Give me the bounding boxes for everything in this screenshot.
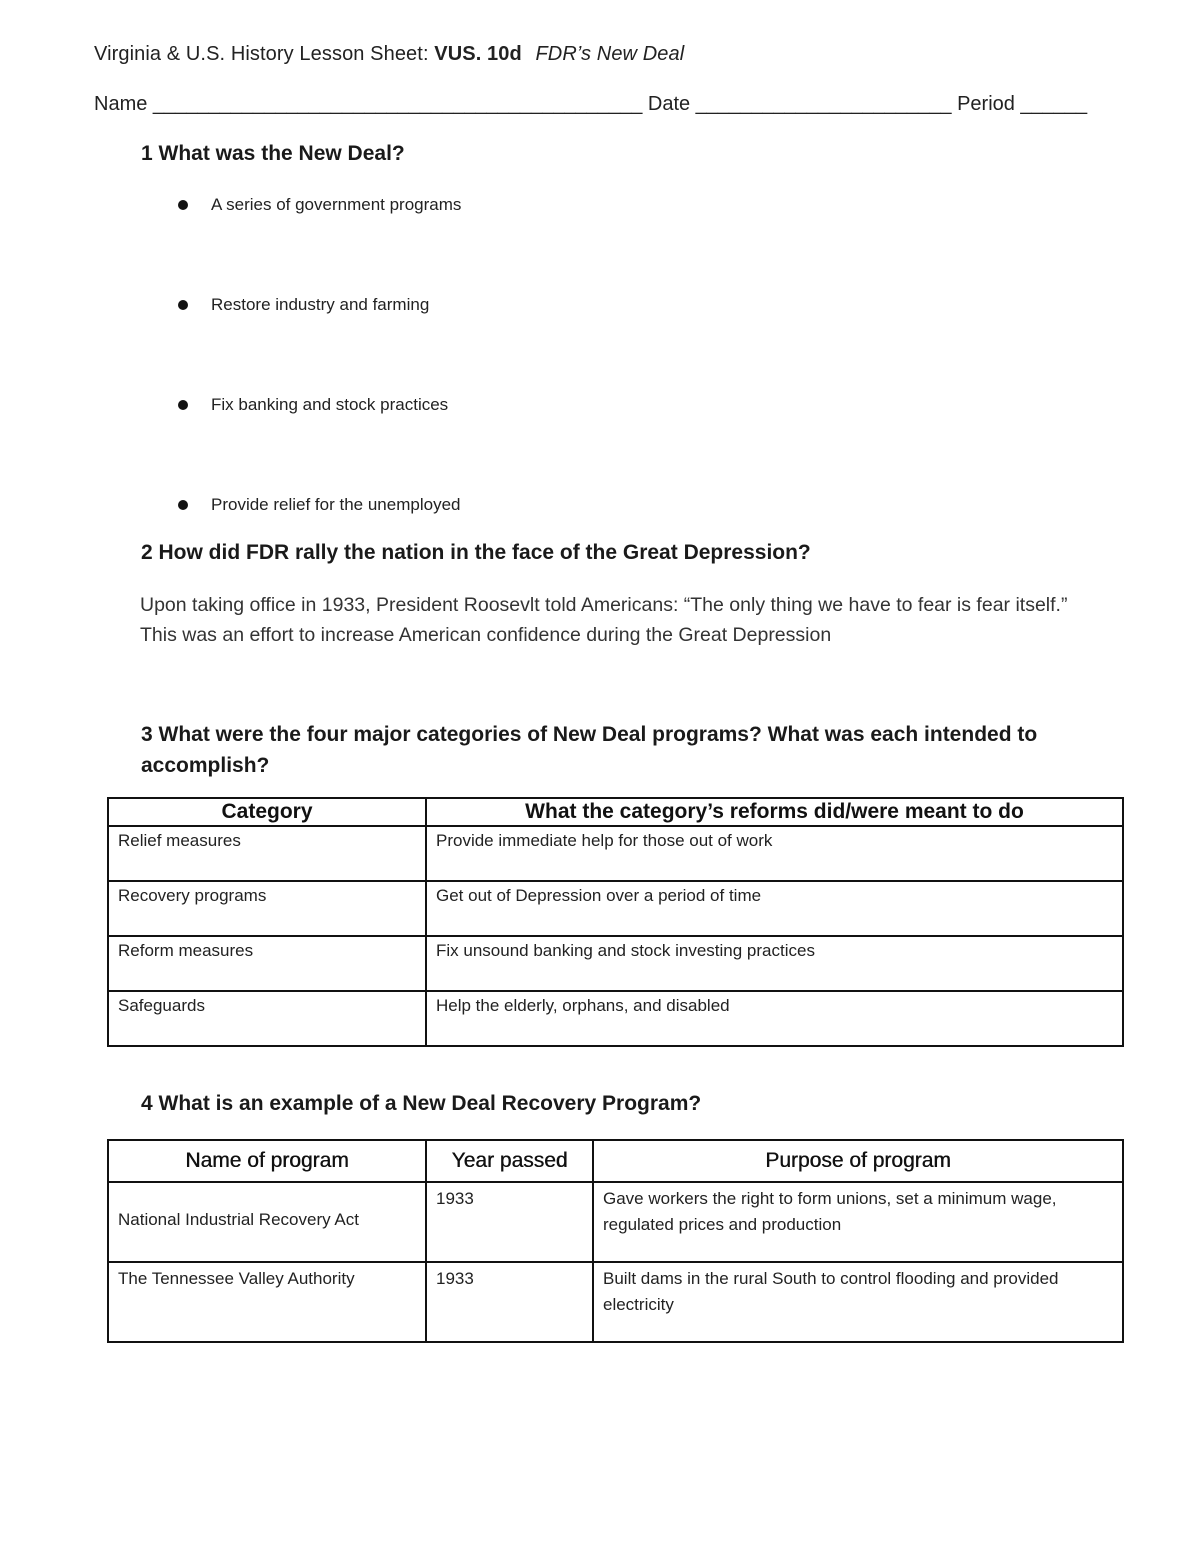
categories-table	[107, 797, 1124, 1047]
list-item	[178, 292, 461, 392]
table-cell: Built dams in the rural South to control flooding and provided electricity	[593, 1262, 1123, 1342]
column-header-name: Name of program	[108, 1140, 426, 1182]
question-1: 1 What was the New Deal?	[141, 142, 405, 165]
bullet-icon	[178, 200, 188, 210]
table-cell: Get out of Depression over a period of time	[426, 881, 1123, 936]
table-cell: Relief measures	[108, 826, 426, 881]
table-cell: The Tennessee Valley Authority	[108, 1262, 426, 1342]
column-header-category: Category	[108, 798, 426, 826]
table-cell: Fix unsound banking and stock investing practices	[426, 936, 1123, 991]
table-row	[108, 881, 1123, 936]
bullet-icon	[178, 400, 188, 410]
bullet-text: Provide relief for the unemployed	[211, 495, 461, 514]
table-cell: National Industrial Recovery Act	[108, 1182, 426, 1262]
table-row	[108, 1262, 1123, 1342]
bullet-text: Fix banking and stock practices	[211, 395, 449, 414]
table-cell: Gave workers the right to form unions, set a minimum wage, regulated prices and production	[593, 1182, 1123, 1262]
question-4: 4 What is an example of a New Deal Recovery Program?	[141, 1092, 702, 1115]
table-cell: Safeguards	[108, 991, 426, 1046]
table-row	[108, 936, 1123, 991]
table-row	[108, 826, 1123, 881]
column-header-purpose: Purpose of program	[593, 1140, 1123, 1182]
bullet-icon	[178, 300, 188, 310]
table-cell: 1933	[426, 1262, 593, 1342]
page-header	[94, 43, 684, 66]
q1-bullet-list	[178, 192, 461, 592]
header-code: VUS. 10d	[434, 43, 522, 65]
header-topic: FDR’s New Deal	[535, 43, 685, 65]
header-title: Virginia & U.S. History Lesson Sheet:	[94, 43, 429, 65]
bullet-text: Restore industry and farming	[211, 295, 430, 314]
table-cell: 1933	[426, 1182, 593, 1262]
table-header-row	[108, 798, 1123, 826]
table-row	[108, 991, 1123, 1046]
table-cell: Provide immediate help for those out of work	[426, 826, 1123, 881]
recovery-program-table	[107, 1139, 1124, 1343]
list-item	[178, 392, 461, 492]
table-header-row	[108, 1140, 1123, 1182]
question-2: 2 How did FDR rally the nation in the face of the Great Depression?	[141, 541, 811, 564]
list-item	[178, 192, 461, 292]
column-header-purpose: What the category’s reforms did/were meant to do	[426, 798, 1123, 826]
bullet-text: A series of government programs	[211, 195, 462, 214]
answer-2: Upon taking office in 1933, President Roosevlt told Americans: “The only thing we have to fear is fear itself.” This was an effort to increase American confidence during the Great Depression	[140, 594, 1068, 646]
table-row	[108, 1182, 1123, 1262]
table-cell: Recovery programs	[108, 881, 426, 936]
bullet-icon	[178, 500, 188, 510]
column-header-year: Year passed	[426, 1140, 593, 1182]
name-date-period-line[interactable]: Name ____________________________________________ Date _______________________ Period ______	[94, 93, 1088, 115]
question-3: 3 What were the four major categories of New Deal programs? What was each intended to accomplish?	[141, 723, 1038, 777]
table-cell: Help the elderly, orphans, and disabled	[426, 991, 1123, 1046]
table-cell: Reform measures	[108, 936, 426, 991]
